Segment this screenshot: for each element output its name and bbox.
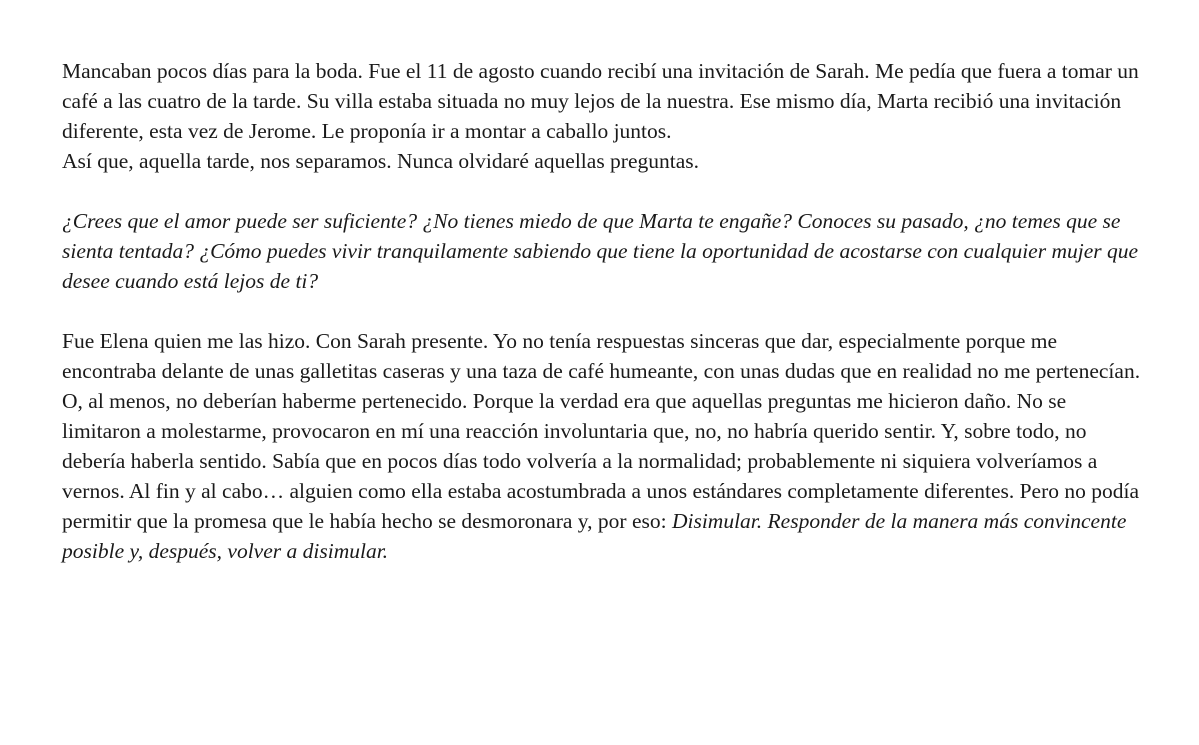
paragraph-reflection [62, 326, 1142, 566]
paragraph-intro-closing: Así que, aquella tarde, nos separamos. Nunca olvidaré aquellas preguntas. [62, 149, 700, 173]
paragraph-questions: ¿Crees que el amor puede ser suficiente? ¿No tienes miedo de que Marta te engañe? Conoces su pasado, ¿no temes que se sienta tentada? ¿Cómo puedes vivir tranquilamente sabiendo que tiene la oportunidad de acostarse con cualquier mujer que desee cuando está lejos de ti? [62, 209, 1139, 293]
paragraph-reflection-italic: Disimular. Responder de la manera más convincente posible y, después, volver a disimular. [62, 509, 1127, 563]
paragraph-intro-text: Mancaban pocos días para la boda. Fue el 11 de agosto cuando recibí una invitación de Sarah. Me pedía que fuera a tomar un café a las cuatro de la tarde. Su villa estaba situada no muy lejos de la nuestra. Ese mismo día, Marta recibió una invitación diferente, esta vez de Jerome. Le proponía ir a montar a caballo juntos. [62, 59, 1139, 143]
paragraph-intro [62, 56, 1142, 176]
document-body [62, 56, 1142, 566]
paragraph-reflection-text: Fue Elena quien me las hizo. Con Sarah presente. Yo no tenía respuestas sinceras que dar, especialmente porque me encontraba delante de unas galletitas caseras y una taza de café humeante, con unas dudas que en realidad no me pertenecían. O, al menos, no deberían haberme pertenecido. Porque la verdad era que aquellas preguntas me hicieron daño. No se limitaron a molestarme, provocaron en mí una reacción involuntaria que, no, no habría querido sentir. Y, sobre todo, no debería haberla sentido. Sabía que en pocos días todo volvería a la normalidad; probablemente ni siquiera volveríamos a vernos. Al fin y al cabo… alguien como ella estaba acostumbrada a unos estándares completamente diferentes. Pero no podía permitir que la promesa que le había hecho se desmoronara y, por eso: [62, 329, 1141, 533]
